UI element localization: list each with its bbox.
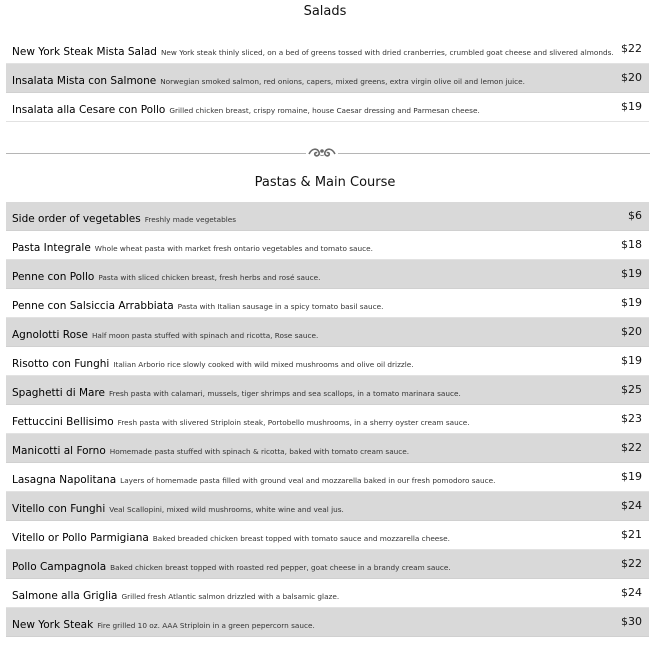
item-price: $19 — [621, 267, 642, 280]
menu-item-new-york-steak-mista-salad — [6, 35, 649, 64]
item-price: $19 — [621, 470, 642, 483]
item-name: Spaghetti di Mare — [12, 386, 105, 399]
item-description: Grilled chicken breast, crispy romaine, house Caesar dressing and Parmesan cheese. — [169, 105, 480, 115]
item-description: Layers of homemade pasta filled with ground veal and mozzarella baked in our fresh pomodoro sauce. — [120, 475, 496, 485]
pastas-section — [0, 168, 650, 637]
item-description: Half moon pasta stuffed with spinach and ricotta, Rose sauce. — [91, 330, 319, 340]
menu-item-lasagna-napolitana — [6, 463, 649, 492]
item-price: $22 — [621, 557, 642, 570]
menu-item-spaghetti-di-mare — [6, 376, 649, 405]
item-name: New York Steak — [12, 618, 94, 631]
item-description: Norwegian smoked salmon, red onions, capers, mixed greens, extra virgin olive oil and lemon juice. — [160, 76, 525, 86]
item-description: New York steak thinly sliced, on a bed of greens tossed with dried cranberries, crumbled goat cheese and slivered almonds. — [160, 47, 614, 57]
item-price: $24 — [621, 586, 642, 599]
item-name: Salmone alla Griglia — [12, 589, 118, 602]
salads-heading: Salads — [303, 4, 347, 19]
item-price: $21 — [621, 528, 642, 541]
menu-item-side-order-of-vegetables — [6, 202, 649, 231]
item-price: $20 — [621, 71, 642, 84]
item-description: Pasta with Italian sausage in a spicy tomato basil sauce. — [177, 301, 384, 311]
item-name: Insalata alla Cesare con Pollo — [12, 103, 166, 116]
salads-section — [0, 0, 650, 122]
menu-item-pollo-campagnola — [6, 550, 649, 579]
item-description: Fresh pasta with slivered Striploin steak, Portobello mushrooms, in a sherry oyster cream sauce. — [117, 417, 470, 427]
section-divider — [6, 142, 650, 164]
item-description: Italian Arborio rice slowly cooked with wild mixed mushrooms and olive oil drizzle. — [113, 359, 414, 369]
item-description: Grilled fresh Atlantic salmon drizzled with a balsamic glaze. — [121, 591, 340, 601]
item-description: Homemade pasta stuffed with spinach & ricotta, baked with tomato cream sauce. — [109, 446, 410, 456]
item-name: Insalata Mista con Salmone — [12, 74, 157, 87]
item-description: Freshly made vegetables — [144, 214, 237, 224]
menu-item-penne-con-pollo — [6, 260, 649, 289]
item-description: Fire grilled 10 oz. AAA Striploin in a green pepercorn sauce. — [97, 620, 315, 630]
item-price: $25 — [621, 383, 642, 396]
item-description: Fresh pasta with calamari, mussels, tiger shrimps and sea scallops, in a tomato marinara sauce. — [109, 388, 461, 398]
item-name: Fettuccini Bellisimo — [12, 415, 114, 428]
menu-item-agnolotti-rose — [6, 318, 649, 347]
item-description: Whole wheat pasta with market fresh ontario vegetables and tomato sauce. — [94, 243, 373, 253]
item-name: Lasagna Napolitana — [12, 473, 117, 486]
item-price: $19 — [621, 296, 642, 309]
item-price: $24 — [621, 499, 642, 512]
item-name: Vitello con Funghi — [12, 502, 106, 515]
item-name: Pasta Integrale — [12, 241, 91, 254]
menu-item-new-york-steak — [6, 608, 649, 637]
menu-item-insalata-mista-con-salmone — [6, 64, 649, 93]
item-description: Baked breaded chicken breast topped with tomato sauce and mozzarella cheese. — [152, 533, 450, 543]
item-name: Penne con Salsiccia Arrabbiata — [12, 299, 174, 312]
menu-item-penne-con-salsiccia-arrabbiata — [6, 289, 649, 318]
item-name: Penne con Pollo — [12, 270, 95, 283]
item-name: Manicotti al Forno — [12, 444, 106, 457]
item-name: New York Steak Mista Salad — [12, 45, 157, 58]
item-price: $22 — [621, 441, 642, 454]
menu-item-manicotti-al-forno — [6, 434, 649, 463]
ornament-flourish-icon — [306, 145, 338, 161]
menu-item-insalata-alla-cesare-con-pollo — [6, 93, 649, 122]
menu-item-vitello-or-pollo-parmigiana — [6, 521, 649, 550]
item-price: $6 — [628, 209, 642, 222]
item-description: Veal Scallopini, mixed wild mushrooms, white wine and veal jus. — [109, 504, 344, 514]
item-price: $23 — [621, 412, 642, 425]
item-name: Pollo Campagnola — [12, 560, 107, 573]
item-description: Pasta with sliced chicken breast, fresh herbs and rosé sauce. — [98, 272, 321, 282]
pastas-heading: Pastas & Main Course — [254, 175, 396, 190]
menu-item-salmone-alla-griglia — [6, 579, 649, 608]
item-price: $22 — [621, 42, 642, 55]
menu-item-fettuccini-bellisimo — [6, 405, 649, 434]
menu-item-pasta-integrale — [6, 231, 649, 260]
item-name: Vitello or Pollo Parmigiana — [12, 531, 149, 544]
item-price: $19 — [621, 354, 642, 367]
item-name: Agnolotti Rose — [12, 328, 88, 341]
item-description: Baked chicken breast topped with roasted red pepper, goat cheese in a brandy cream sauce. — [110, 562, 451, 572]
item-name: Side order of vegetables — [12, 212, 141, 225]
menu-item-vitello-con-funghi — [6, 492, 649, 521]
item-price: $19 — [621, 100, 642, 113]
item-price: $20 — [621, 325, 642, 338]
menu-item-risotto-con-funghi — [6, 347, 649, 376]
item-name: Risotto con Funghi — [12, 357, 110, 370]
item-price: $18 — [621, 238, 642, 251]
item-price: $30 — [621, 615, 642, 628]
